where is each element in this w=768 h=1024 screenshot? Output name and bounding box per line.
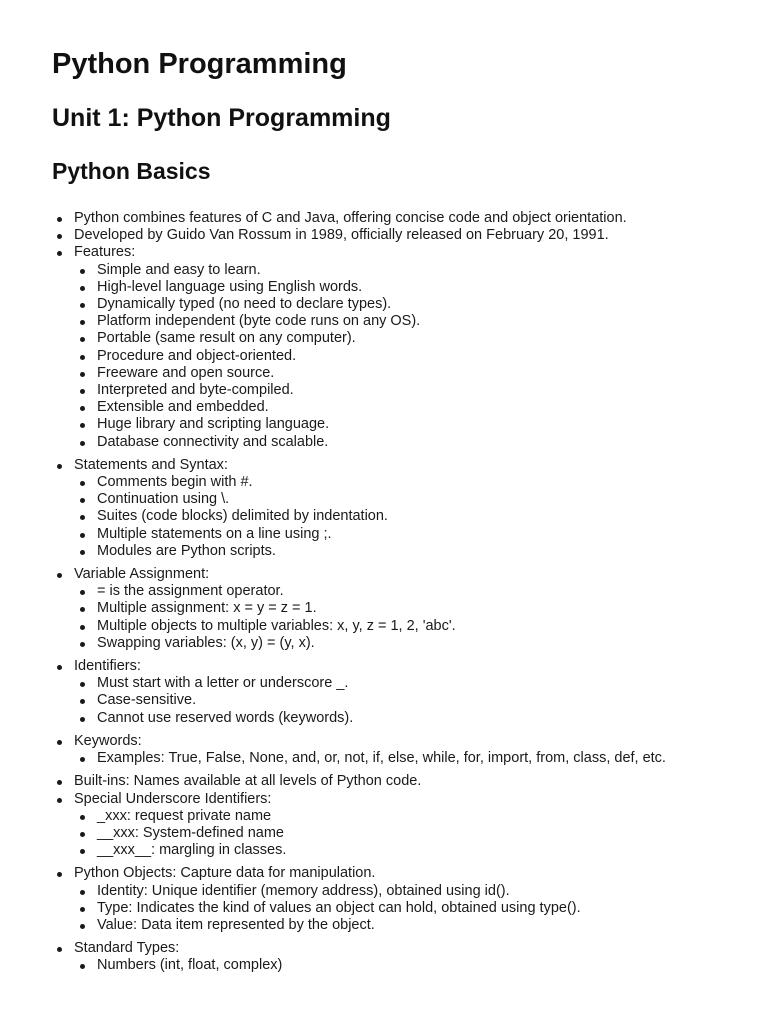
sub-list-item-text: __xxx: System-defined name	[97, 824, 284, 841]
sub-list-item	[97, 583, 728, 600]
bullet-icon	[80, 533, 85, 538]
bullet-icon	[80, 964, 85, 969]
unit-heading: Unit 1: Python Programming	[52, 104, 391, 132]
sub-list-item-text: Multiple statements on a line using ;.	[97, 525, 332, 542]
list-item-text: Built-ins: Names available at all levels of Python code.	[74, 773, 422, 790]
sub-list-item	[97, 474, 728, 491]
bullet-icon	[57, 464, 62, 469]
sub-list-item	[97, 750, 728, 767]
sub-list	[74, 583, 728, 652]
sub-list-item-text: Dynamically typed (no need to declare types).	[97, 296, 392, 313]
list-item-text: Features:	[74, 244, 136, 261]
list-item-text: Python combines features of C and Java, offering concise code and object orientation.	[74, 210, 627, 226]
bullet-icon	[80, 423, 85, 428]
bullet-icon	[57, 798, 62, 803]
sub-list-item	[97, 917, 728, 934]
sub-list-item	[97, 296, 728, 313]
sub-list-item	[97, 543, 728, 560]
bullet-icon	[80, 717, 85, 722]
bullet-icon	[80, 303, 85, 308]
sub-list-item-text: Comments begin with #.	[97, 474, 253, 491]
sub-list-item-text: Database connectivity and scalable.	[97, 433, 329, 450]
sub-list-item	[97, 365, 728, 382]
sub-list-item-text: Modules are Python scripts.	[97, 542, 276, 559]
sub-list-item	[97, 842, 728, 859]
sub-list-item-text: Type: Indicates the kind of values an object can hold, obtained using type().	[97, 899, 581, 916]
bullet-icon	[80, 590, 85, 595]
sub-list-item-text: Numbers (int, float, complex)	[97, 957, 283, 974]
bullet-icon	[80, 481, 85, 486]
list-item-text: Variable Assignment:	[74, 566, 210, 583]
sub-list-item	[97, 434, 728, 451]
sub-list	[74, 262, 728, 451]
list-item	[74, 940, 728, 974]
list-item	[74, 791, 728, 860]
sub-list-item-text: _xxx: request private name	[97, 807, 272, 824]
sub-list-item	[97, 491, 728, 508]
list-item	[74, 773, 728, 790]
list-item	[74, 658, 728, 727]
list-item-text: Developed by Guido Van Rossum in 1989, officially released on February 20, 1991.	[74, 227, 609, 244]
bullet-icon	[80, 642, 85, 647]
sub-list-item	[97, 382, 728, 399]
sub-list-item-text: Case-sensitive.	[97, 692, 197, 709]
sub-list-item-text: Examples: True, False, None, and, or, not, if, else, while, for, import, from, class, def, etc.	[97, 750, 666, 767]
sub-list-item-text: = is the assignment operator.	[97, 583, 284, 600]
bullet-icon	[80, 515, 85, 520]
sub-list-item	[97, 399, 728, 416]
sub-list-item-text: Simple and easy to learn.	[97, 261, 261, 278]
bullet-icon	[57, 573, 62, 578]
bullet-icon	[80, 699, 85, 704]
sub-list-item	[97, 635, 728, 652]
bullet-icon	[80, 625, 85, 630]
list-item	[74, 227, 728, 244]
bullet-icon	[80, 269, 85, 274]
list-item-text: Identifiers:	[74, 658, 141, 675]
sub-list	[74, 750, 728, 767]
sub-list-item	[97, 262, 728, 279]
sub-list-item	[97, 416, 728, 433]
bullet-icon	[80, 355, 85, 360]
sub-list-item-text: Swapping variables: (x, y) = (y, x).	[97, 634, 315, 651]
bullet-icon	[57, 872, 62, 877]
bullet-icon	[80, 849, 85, 854]
sub-list-item	[97, 508, 728, 525]
sub-list-item-text: Multiple assignment: x = y = z = 1.	[97, 600, 317, 617]
sub-list-item-text: Huge library and scripting language.	[97, 416, 330, 433]
notes-list	[52, 210, 728, 975]
sub-list-item-text: Multiple objects to multiple variables: x, y, z = 1, 2, 'abc'.	[97, 617, 456, 634]
sub-list-item-text: Suites (code blocks) delimited by indentation.	[97, 508, 388, 525]
sub-list-item-text: Identity: Unique identifier (memory address), obtained using id().	[97, 882, 510, 899]
list-item	[74, 733, 728, 767]
list-item-text: Standard Types:	[74, 940, 180, 957]
bullet-icon	[57, 947, 62, 952]
bullet-icon	[80, 907, 85, 912]
sub-list-item	[97, 330, 728, 347]
bullet-icon	[80, 550, 85, 555]
sub-list	[74, 808, 728, 860]
document-title: Python Programming	[52, 48, 347, 80]
sub-list-item-text: Platform independent (byte code runs on any OS).	[97, 313, 421, 330]
sub-list-item-text: __xxx__: margling in classes.	[97, 842, 287, 859]
section-heading: Python Basics	[52, 158, 211, 184]
bullet-icon	[57, 217, 62, 222]
sub-list-item	[97, 675, 728, 692]
sub-list-item	[97, 710, 728, 727]
bullet-icon	[80, 406, 85, 411]
sub-list-item	[97, 883, 728, 900]
sub-list-item	[97, 957, 728, 974]
bullet-icon	[80, 607, 85, 612]
list-item-text: Special Underscore Identifiers:	[74, 790, 272, 807]
bullet-icon	[57, 780, 62, 785]
sub-list	[74, 957, 728, 974]
sub-list-item-text: Freeware and open source.	[97, 364, 275, 381]
bullet-icon	[80, 832, 85, 837]
bullet-icon	[80, 320, 85, 325]
bullet-icon	[57, 740, 62, 745]
sub-list	[74, 675, 728, 727]
list-item	[74, 210, 728, 227]
bullet-icon	[57, 251, 62, 256]
bullet-icon	[80, 337, 85, 342]
bullet-icon	[80, 815, 85, 820]
list-item	[74, 244, 728, 450]
list-item-text: Python Objects: Capture data for manipulation.	[74, 865, 376, 882]
sub-list-item-text: Extensible and embedded.	[97, 399, 269, 416]
sub-list	[74, 474, 728, 560]
bullet-icon	[57, 665, 62, 670]
list-item	[74, 865, 728, 934]
bullet-icon	[80, 441, 85, 446]
sub-list-item-text: Procedure and object-oriented.	[97, 347, 297, 364]
sub-list	[74, 883, 728, 935]
bullet-icon	[80, 286, 85, 291]
sub-list-item	[97, 348, 728, 365]
bullet-icon	[80, 372, 85, 377]
sub-list-item	[97, 526, 728, 543]
sub-list-item	[97, 279, 728, 296]
sub-list-item-text: Continuation using \.	[97, 491, 230, 508]
bullet-icon	[80, 757, 85, 762]
sub-list-item	[97, 808, 728, 825]
sub-list-item	[97, 618, 728, 635]
bullet-icon	[80, 682, 85, 687]
list-item	[74, 457, 728, 560]
sub-list-item-text: Portable (same result on any computer).	[97, 330, 356, 347]
list-item-text: Keywords:	[74, 732, 142, 749]
list-item	[74, 566, 728, 652]
sub-list-item-text: Interpreted and byte-compiled.	[97, 382, 294, 399]
bullet-icon	[80, 924, 85, 929]
bullet-icon	[80, 389, 85, 394]
bullet-icon	[80, 498, 85, 503]
sub-list-item	[97, 692, 728, 709]
sub-list-item-text: Value: Data item represented by the object.	[97, 916, 375, 933]
sub-list-item-text: High-level language using English words.	[97, 278, 363, 295]
sub-list-item	[97, 600, 728, 617]
list-item-text: Statements and Syntax:	[74, 456, 228, 473]
bullet-icon	[57, 234, 62, 239]
sub-list-item	[97, 825, 728, 842]
sub-list-item-text: Must start with a letter or underscore _.	[97, 675, 349, 692]
bullet-icon	[80, 890, 85, 895]
sub-list-item	[97, 313, 728, 330]
sub-list-item	[97, 900, 728, 917]
sub-list-item-text: Cannot use reserved words (keywords).	[97, 709, 354, 726]
